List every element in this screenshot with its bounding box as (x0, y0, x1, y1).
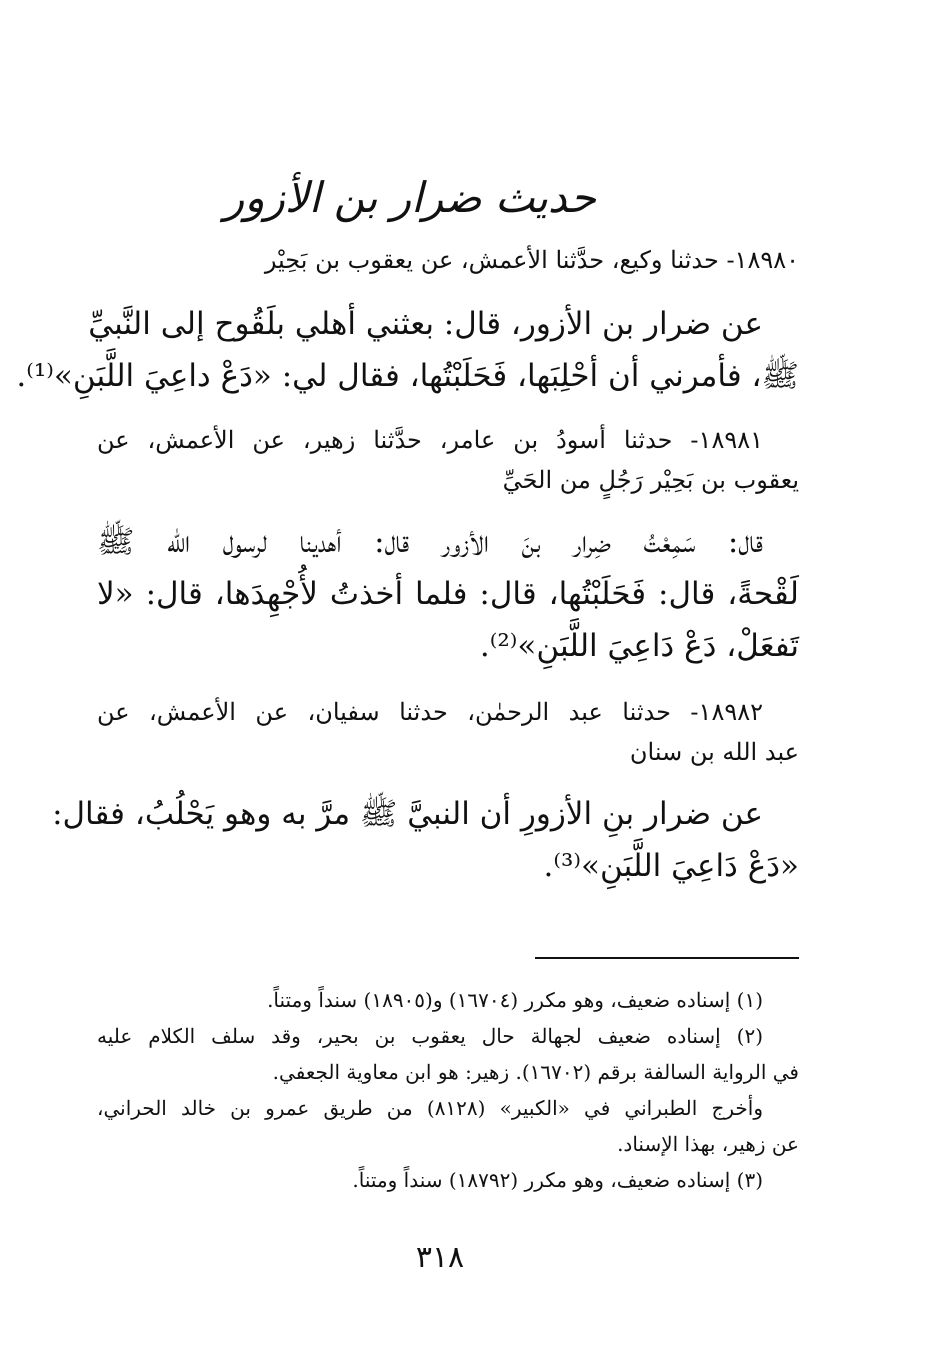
chain-line: عبد الله بن سنان (629, 738, 799, 766)
text-line: ﷺ، فأمرني أن أحْلِبَها، فَحَلَبْتُها، فقال لي: «دَعْ داعِيَ اللَّبَنِ»⁽¹⁾. (16, 358, 799, 394)
page-number: ٣١٨ (415, 1240, 465, 1275)
text-line: تَفعَلْ، دَعْ دَاعِيَ اللَّبَنِ»⁽²⁾. (479, 628, 799, 664)
hadith-3-text (52, 788, 799, 892)
footnote-line: وأخرج الطبراني في «الكبير» (٨١٢٨) من طريق عمرو بن خالد الحراني، (97, 1096, 763, 1120)
hadith-1-chain (97, 240, 799, 280)
chain-line: ١٨٩٨١- حدثنا أسودُ بن عامر، حدَّثنا زهير، عن الأعمش، عن (97, 426, 763, 454)
footnote-separator (535, 957, 799, 959)
text-line: عن ضرار بن الأزور، قال: بعثني أهلي بلَقُوح إلى النَّبيِّ (88, 306, 763, 342)
footnote-line: (١) إسناده ضعيف، وهو مكرر (١٦٧٠٤) و(١٨٩٠٥) سنداً ومتناً. (267, 988, 763, 1012)
text-line: لَقْحةً، قال: فَحَلَبْتُها، قال: فلما أخذتُ لأُجْهِدَها، قال: «لا (97, 576, 799, 612)
chain-line: ١٨٩٨٢- حدثنا عبد الرحمٰن، حدثنا سفيان، عن الأعمش، عن (97, 698, 763, 726)
section-title: حديث ضرار بن الأزور (224, 173, 596, 222)
chain-line: ١٨٩٨٠- حدثنا وكيع، حدَّثنا الأعمش، عن يعقوب بن بَحِيْر (264, 246, 799, 274)
text-line: عن ضرار بنِ الأزورِ أن النبيَّ ﷺ مرَّ به وهو يَحْلُبُ، فقال: (52, 796, 763, 832)
footnote-line: (٢) إسناده ضعيف لجهالة حال يعقوب بن بحير، وقد سلف الكلام عليه (97, 1024, 763, 1048)
hadith-2-text (97, 516, 799, 672)
hadith-1-text (16, 298, 799, 402)
chain-line: يعقوب بن بَحِيْر رَجُلٍ من الحَيِّ (502, 466, 799, 494)
footnote-line: (٣) إسناده ضعيف، وهو مكرر (١٨٧٩٢) سنداً ومتناً. (352, 1168, 763, 1192)
text-line: قال: سَمِعْتُ ضِرار بنَ الأزور قال: أهدينا لرسول الله ﷺ (97, 524, 763, 560)
footnote-line: في الرواية السالفة برقم (١٦٧٠٢). زهير: هو ابن معاوية الجعفي. (272, 1060, 799, 1084)
footnotes (97, 982, 799, 1198)
text-line: «دَعْ دَاعِيَ اللَّبَنِ»⁽³⁾. (543, 848, 799, 884)
hadith-3-chain (97, 692, 799, 772)
footnote-line: عن زهير، بهذا الإسناد. (617, 1132, 799, 1156)
hadith-2-chain (97, 420, 799, 500)
